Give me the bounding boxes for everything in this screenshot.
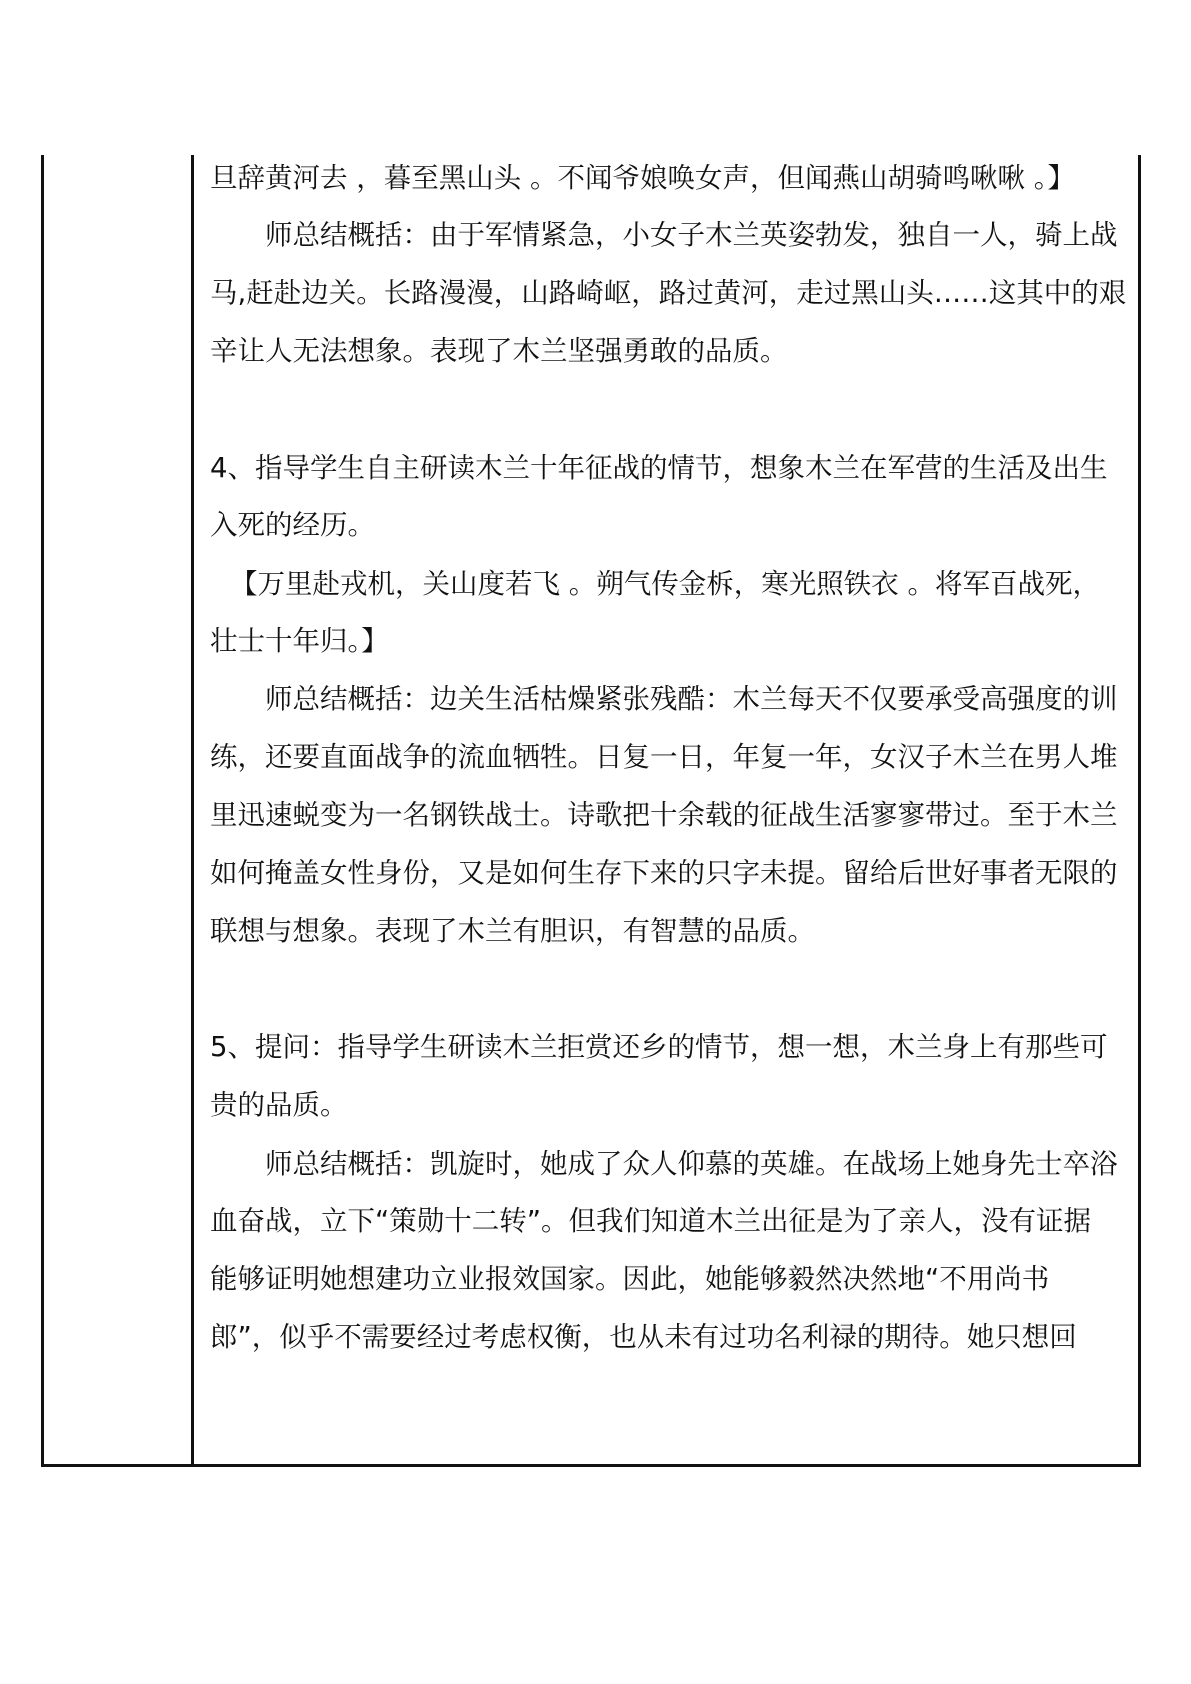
text-line: 练，还要直面战争的流血牺牲。日复一日，年复一年，女汉子木兰在男人堆	[210, 741, 1118, 773]
table-left-cell	[44, 155, 194, 1464]
table-content-cell	[194, 155, 1138, 1464]
text-line: 4、指导学生自主研读木兰十年征战的情节，想象木兰在军营的生活及出生	[210, 452, 1108, 484]
text-line: 能够证明她想建功立业报效国家。因此，她能够毅然决然地“不用尚书	[210, 1263, 1050, 1295]
text-line: 贵的品质。	[210, 1089, 348, 1121]
lesson-table	[41, 155, 1141, 1467]
text-line: 联想与想象。表现了木兰有胆识，有智慧的品质。	[210, 915, 815, 947]
text-line: 入死的经历。	[210, 509, 375, 541]
text-line: 5、提问：指导学生研读木兰拒赏还乡的情节，想一想，木兰身上有那些可	[210, 1031, 1108, 1063]
text-line: 里迅速蜕变为一名钢铁战士。诗歌把十余载的征战生活寥寥带过。至于木兰	[210, 799, 1118, 831]
text-line: 旦辞黄河去 ，暮至黑山头 。不闻爷娘唤女声，但闻燕山胡骑鸣啾啾 。】	[210, 162, 1075, 194]
text-line: 师总结概括：凯旋时，她成了众人仰慕的英雄。在战场上她身先士卒浴	[265, 1148, 1118, 1180]
text-line: 【万里赴戎机，关山度若飞 。朔气传金柝，寒光照铁衣 。将军百战死，	[230, 568, 1100, 600]
text-line: 辛让人无法想象。表现了木兰坚强勇敢的品质。	[210, 335, 788, 367]
text-line: 师总结概括：由于军情紧急，小女子木兰英姿勃发，独自一人，骑上战	[265, 219, 1118, 251]
text-line: 血奋战，立下“策勋十二转”。但我们知道木兰出征是为了亲人，没有证据	[210, 1205, 1091, 1237]
text-line: 壮士十年归。】	[210, 625, 389, 657]
text-line: 郎”，似乎不需要经过考虑权衡，也从未有过功名利禄的期待。她只想回	[210, 1321, 1077, 1353]
text-line: 师总结概括：边关生活枯燥紧张残酷：木兰每天不仅要承受高强度的训	[265, 683, 1118, 715]
text-line: 如何掩盖女性身份，又是如何生存下来的只字未提。留给后世好事者无限的	[210, 857, 1118, 889]
text-line: 马,赶赴边关。长路漫漫，山路崎岖，路过黄河，走过黑山头……这其中的艰	[210, 277, 1127, 309]
